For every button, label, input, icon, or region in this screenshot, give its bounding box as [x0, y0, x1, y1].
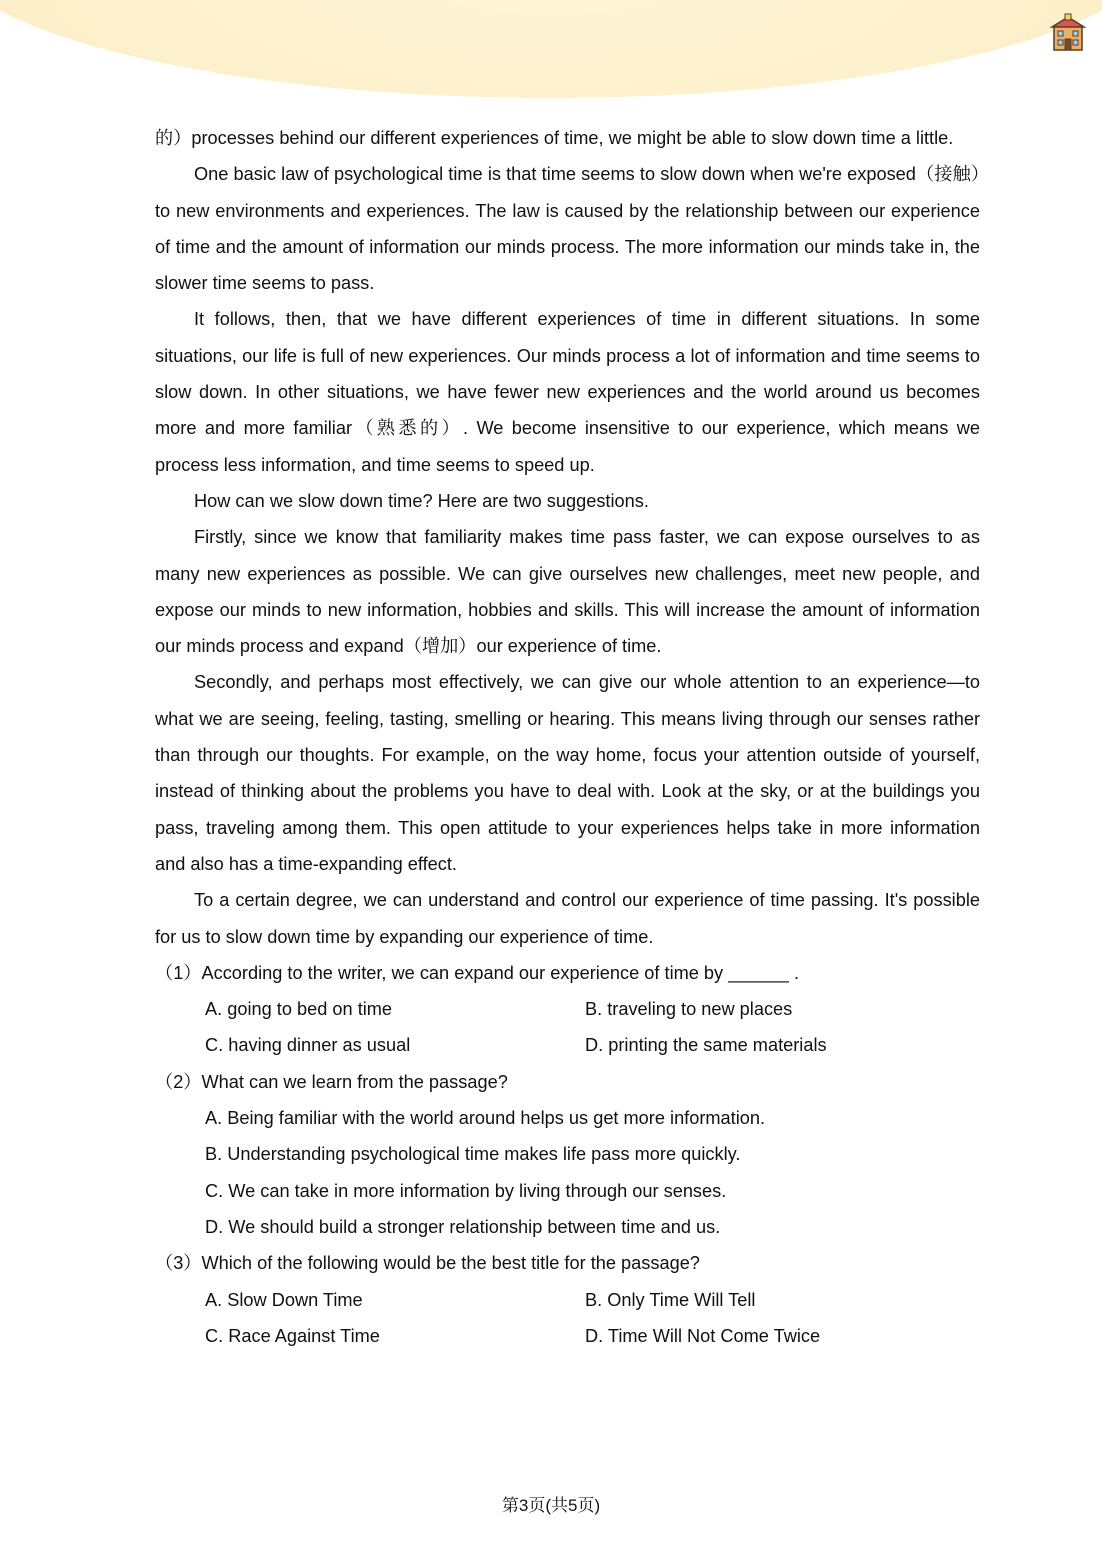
- answer-options: [155, 1100, 980, 1245]
- answer-option: D. We should build a stronger relationship between time and us.: [205, 1216, 721, 1237]
- answer-option: A. Being familiar with the world around helps us get more information.: [205, 1108, 766, 1129]
- answer-options: [155, 1282, 980, 1355]
- school-building-icon: [1048, 12, 1088, 52]
- passage-paragraph: Firstly, since we know that familiarity makes time pass faster, we can expose ourselves to as many new experiences as possible. We can give ourselves new challenges, meet new people, and expose our minds to new information, hobbies and skills. This will increase the amount of information our minds process and expand（增加）our experience of time.: [155, 527, 980, 657]
- answer-option: A. Slow Down Time: [205, 1289, 363, 1310]
- answer-option: B. Understanding psychological time makes life pass more quickly.: [205, 1144, 741, 1165]
- answer-option: C. We can take in more information by living through our senses.: [205, 1180, 727, 1201]
- answer-option: B. Only Time Will Tell: [585, 1289, 756, 1310]
- answer-option: C. having dinner as usual: [205, 1035, 411, 1056]
- question-stem: （3）Which of the following would be the best title for the passage?: [155, 1253, 700, 1274]
- document-body: [155, 120, 980, 1354]
- passage-paragraph: It follows, then, that we have different experiences of time in different situations. In some situations, our life is full of new experiences. Our minds process a lot of information and time seems to slow down. In other situations, we have fewer new experiences and the world around us becomes more and more familiar（熟悉的）. We become insensitive to our experience, which means we process less information, and time seems to speed up.: [155, 309, 980, 475]
- question-block: [155, 1064, 980, 1245]
- page-number: 第3页(共5页): [501, 1496, 601, 1515]
- passage-paragraph: Secondly, and perhaps most effectively, we can give our whole attention to an experience—to what we are seeing, feeling, tasting, smelling or hearing. This means living through our senses rather than through our thoughts. For example, on the way home, focus your attention outside of yourself, instead of thinking about the problems you have to deal with. Look at the sky, or at the buildings you pass, traveling among them. This open attitude to your experiences helps take in more information and also has a time-expanding effect.: [155, 672, 980, 874]
- passage-paragraph: How can we slow down time? Here are two suggestions.: [194, 490, 649, 511]
- question-block: [155, 955, 980, 1064]
- question-stem: （1）According to the writer, we can expand our experience of time by ______ .: [155, 962, 799, 983]
- reading-passage: [155, 120, 980, 955]
- passage-paragraph: To a certain degree, we can understand and control our experience of time passing. It's possible for us to slow down time by expanding our experience of time.: [155, 890, 980, 947]
- answer-options: [155, 991, 980, 1064]
- answer-option: D. Time Will Not Come Twice: [585, 1325, 821, 1346]
- header-banner: [0, 0, 1102, 98]
- answer-option: D. printing the same materials: [585, 1035, 827, 1056]
- question-block: [155, 1245, 980, 1354]
- passage-paragraph: One basic law of psychological time is that time seems to slow down when we're exposed（接触）to new environments and experiences. The law is caused by the relationship between our experience of time and the amount of information our minds process. The more information our minds take in, the slower time seems to pass.: [155, 164, 980, 294]
- answer-option: C. Race Against Time: [205, 1325, 380, 1346]
- answer-option: A. going to bed on time: [205, 999, 393, 1020]
- passage-paragraph: 的）processes behind our different experiences of time, we might be able to slow down time a little.: [155, 128, 954, 148]
- answer-option: B. traveling to new places: [585, 999, 793, 1020]
- question-stem: （2）What can we learn from the passage?: [155, 1071, 508, 1092]
- question-section: [155, 955, 980, 1354]
